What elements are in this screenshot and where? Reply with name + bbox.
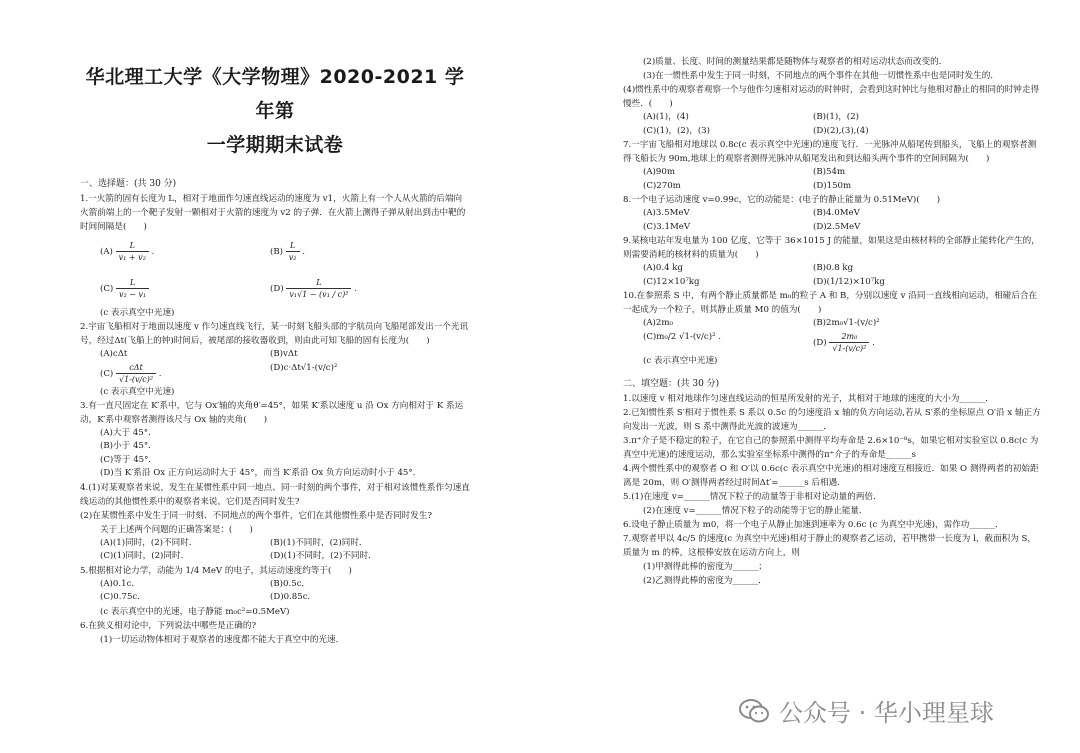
- q2-option-d: (D)c·Δt√1-(v/c)²: [270, 362, 338, 373]
- q10-option-d: (D) $\frac{\text{2m₀}}{\text{√1-(v/c)²}}$ .: [813, 331, 875, 353]
- question-4-options: [80, 537, 470, 564]
- left-column: [80, 60, 470, 647]
- q9-option-a: (A)0.4 kg: [643, 263, 684, 273]
- section-fill-heading: 二、填空题：(共 30 分): [623, 378, 720, 389]
- q8-option-d: (D)2.5MeV: [813, 221, 861, 232]
- q7-option-b: (B)54m: [813, 167, 846, 177]
- q7-option-d: (D)150m: [813, 180, 852, 191]
- fill-question-4: 4.两个惯性系中的观察者 O 和 O′以 0.6c(c 表示真空中光速)的相对速度互相接近．如果 O 测得两者的初始距离是 20m，则 O′测得两者经过时间Δt′=______s 后相遇．: [623, 463, 1039, 488]
- q4-option-c: (C)(1)同时，(2)同时．: [100, 551, 190, 561]
- question-5-options: [80, 578, 470, 605]
- question-5: 5.根据相对论力学，动能为 1/4 MeV 的电子，其运动速度约等于( ): [80, 565, 352, 576]
- question-8: 8.一个电子运动速度 v=0.99c，它的动能是：(电子的静止能量为 0.51MeV)( ): [623, 195, 941, 205]
- right-column: [623, 55, 1043, 588]
- q4-option-d: (D)(1)不同时，(2)不同时．: [270, 551, 377, 561]
- question-7-options: [623, 166, 1043, 193]
- q9-option-b: (B)0.8 kg: [813, 263, 854, 273]
- q1-option-b: (B) $\frac{L}{\text{v₂}}$ .: [270, 241, 305, 262]
- q1-note: (c 表示真空中光速): [100, 308, 175, 318]
- fill-question-7: 7.观察者甲以 4c/5 的速度(c 为真空中光速)相对于静止的观察者乙运动，若甲携带一长度为 l，截面积为 S，质量为 m 的棒，这根棒安放在运动方向上，则: [623, 533, 1037, 558]
- question-10-options: [623, 317, 1043, 354]
- question-2: 2.宇宙飞船相对于地面以速度 v 作匀速直线飞行，某一时刻飞船头部的宇航员向飞船尾部发出一个光讯号，经过Δt(飞船上的钟)时间后，被尾部的接收器收到，则由此可知飞船的固有长度为( ): [80, 322, 469, 346]
- q5-note: (c 表示真空中的光速，电子静能 m₀c²=0.5MeV): [100, 606, 290, 617]
- fill-question-6: 6.设电子静止质量为 m0，将一个电子从静止加速到速率为 0.6c (c 为真空中光速)，需作功______．: [623, 519, 1004, 530]
- q1-option-a: (A) $\frac{L}{\text{v₁ + v₂}}$ .: [100, 241, 155, 262]
- q6-option-d: (D)(2),(3),(4): [813, 125, 869, 136]
- q2-option-b: (B)vΔt: [270, 349, 298, 359]
- q10-option-a: (A)2m₀: [643, 318, 673, 328]
- fill-question-2: 2.已知惯性系 S′相对于惯性系 S 系以 0.5c 的匀速度沿 x 轴的负方向运动,若从 S′系的坐标原点 O′沿 x 轴正方向发出一光波，则 S 系中测得此光波的波速为______．: [623, 407, 1041, 432]
- q5-option-d: (D)0.85c．: [270, 592, 317, 602]
- q10-option-b: (B)2m₀√1-(v/c)²: [813, 318, 880, 328]
- q9-option-c: (C)12×10⁷kg: [643, 276, 700, 287]
- wechat-icon: [739, 698, 769, 724]
- question-8-options: [623, 207, 1043, 234]
- question-2-options: [80, 348, 470, 385]
- question-1-options: [80, 240, 470, 300]
- q4-option-a: (A)(1)同时，(2)不同时．: [100, 537, 198, 548]
- watermark: [739, 693, 994, 728]
- q2-option-c: (C) $\frac{\text{cΔt}}{\text{√1-(v/c)²}}$ .: [100, 362, 162, 384]
- fill-question-5a: 5.(1)在速度 v=______情况下粒子的动量等于非相对论动量的两倍．: [623, 491, 882, 502]
- section-choice-heading: 一、选择题：(共 30 分): [80, 179, 177, 189]
- q2-option-a: (A)cΔt: [100, 349, 128, 359]
- q6-option-b: (B)(1)，(2): [813, 112, 859, 122]
- q6-option-a: (A)(1)，(4): [643, 112, 689, 122]
- q3-option-a: (A)大于 45°．: [100, 427, 157, 438]
- q7-option-a: (A)90m: [643, 167, 675, 177]
- exam-title-line1: 华北理工大学《大学物理》2020-2021 学年第: [85, 66, 465, 122]
- q4-option-b: (B)(1)不同时，(2)同时．: [270, 537, 368, 548]
- q7-option-c: (C)270m: [643, 180, 681, 191]
- q6-statement-3: (3)在一惯性系中发生于同一时刻，不同地点的两个事件在其他一切惯性系中也是同时发生的．: [643, 71, 999, 81]
- q8-option-c: (C)3.1MeV: [643, 221, 691, 232]
- fill-question-1: 1.以速度 v 相对地球作匀速直线运动的恒星所发射的光子，其相对于地球的速度的大小为______．: [623, 393, 994, 404]
- watermark-text: 公众号 · 华小理星球: [779, 699, 994, 727]
- q3-option-d: (D)当 K′系沿 Ox 正方向运动时大于 45°，而当 K′系沿 Ox 负方向运动时小于 45°．: [100, 468, 422, 478]
- fill-question-5b: (2)在速度 v=______情况下粒子的动能等于它的静止能量．: [643, 505, 868, 516]
- question-4-prompt: 关于上述两个问题的正确答案是：( ): [100, 524, 253, 535]
- q8-option-b: (B)4.0MeV: [813, 208, 860, 218]
- question-4-part2: (2)在某惯性系中发生于同一时刻、不同地点的两个事件，它们在其他惯性系中是否同时发生?: [80, 510, 432, 521]
- question-9: 9.某核电站年发电量为 100 亿度，它等于 36×1015 J 的能量，如果这是由核材料的全部静止能转化产生的，则需要消耗的核材料的质量为( ): [623, 236, 1040, 260]
- q5-option-b: (B)0.5c．: [270, 578, 311, 589]
- question-4: 4.(1)对某观察者来说，发生在某惯性系中同一地点、同一时刻的两个事件，对于相对该惯性系作匀速直线运动的其他惯性系中的观察者来说，它们是否同时发生?: [80, 482, 470, 507]
- question-10: 10.在参照系 S 中，有两个静止质量都是 m₀的粒子 A 和 B，分别以速度 v 沿同一直线相向运动，相碰后合在一起成为一个粒子，则其静止质量 M0 的值为( ): [623, 291, 1038, 315]
- q6-statement-4: (4)惯性系中的观察者观察一个与他作匀速相对运动的时钟时，会看到这时钟比与他相对静止的相同的时钟走得慢些．( ): [623, 85, 1040, 109]
- question-6: 6.在狭义相对论中，下列说法中哪些是正确的?: [80, 620, 257, 631]
- q6-statement-1: (1)一切运动物体相对于观察者的速度都不能大于真空中的光速．: [100, 634, 345, 645]
- question-1: 1.一火箭的固有长度为 L，相对于地面作匀速直线运动的速度为 v1，火箭上有一个人从火箭的后端向火箭前端上的一个靶子发射一颗相对于火箭的速度为 v2 的子弹．在火箭上测得子弹从射出到击中靶的时间间隔是( ): [80, 194, 466, 232]
- q9-option-d: (D)(1/12)×10⁷kg: [813, 276, 885, 287]
- q6-option-c: (C)(1)，(2)，(3): [643, 125, 710, 136]
- question-3: 3.有一直尺固定在 K′系中，它与 Ox′轴的夹角θ′=45°，如果 K′系以速度 u 沿 Ox 方向相对于 K 系运动，K′系中观察者测得该尺与 Ox 轴的夹角( ): [80, 400, 464, 425]
- q10-option-c: (C)m₀/2 √1-(v/c)² .: [643, 331, 721, 342]
- q5-option-a: (A)0.1c．: [100, 578, 140, 589]
- q3-option-c: (C)等于 45°．: [100, 454, 158, 465]
- fill-question-7b: (2)乙测得此棒的密度为______．: [643, 575, 767, 586]
- fill-question-7a: (1)甲测得此棒的密度为______；: [643, 561, 767, 572]
- q1-option-d: (D) $\frac{L}{\text{v₁√1 − (v₁ / c)²}}$ .: [270, 278, 357, 299]
- q8-option-a: (A)3.5MeV: [643, 208, 690, 218]
- q6-statement-2: (2)质量、长度、时间的测量结果都是随物体与观察者的相对运动状态而改变的．: [643, 57, 948, 67]
- question-7: 7.一宇宙飞船相对地球以 0.8c(c 表示真空中光速)的速度飞行．一光脉冲从船尾传到船头，飞船上的观察者测得飞船长为 90m,地球上的观察者测得光脉冲从船尾发出和到达船头两个事件的空间间隔为( ): [623, 140, 1037, 164]
- q3-option-b: (B)小于 45°．: [100, 441, 157, 451]
- q1-option-c: (C) $\frac{L}{\text{v₂ − v₁}}$: [100, 277, 270, 300]
- question-9-options: [623, 262, 1043, 289]
- q2-note: (c 表示真空中光速): [100, 386, 175, 397]
- q10-note: (c 表示真空中光速): [643, 355, 718, 366]
- fill-question-3: 3.π⁺介子是不稳定的粒子，在它自己的参照系中测得平均寿命是 2.6×10⁻⁸s，如果它相对实验室以 0.8c(c 为真空中光速)的速度运动，那么实验室坐标系中测得的π⁺介子的寿命是______s: [623, 435, 1039, 460]
- exam-title-line2: 一学期期末试卷: [206, 134, 344, 156]
- q5-option-c: (C)0.75c．: [100, 592, 146, 602]
- question-6-options: [623, 111, 1043, 138]
